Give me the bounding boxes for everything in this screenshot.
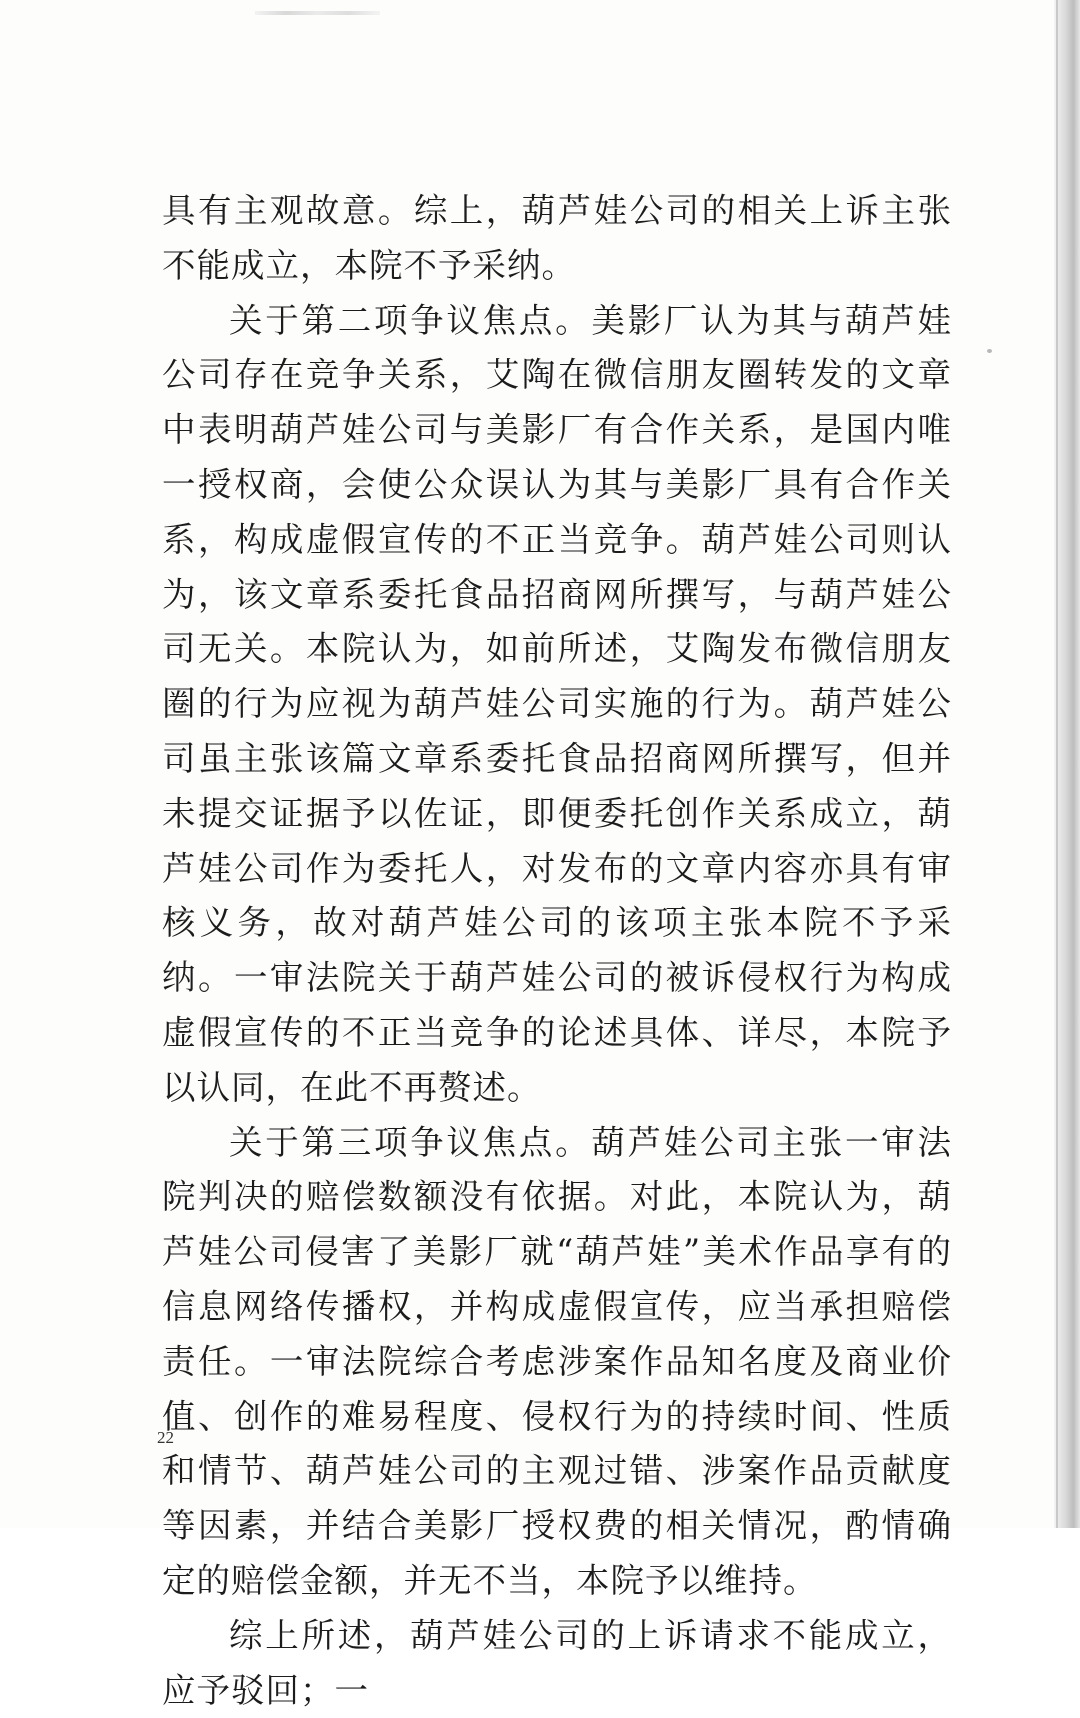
paragraph-second-dispute: 关于第二项争议焦点。美影厂认为其与葫芦娃公司存在竞争关系，艾陶在微信朋友圈转发的文章中表明葫芦娃公司与美影厂有合作关系，是国内唯一授权商，会使公众误认为其与美影厂具有合作关系，构成虚假宣传的不正当竞争。葫芦娃公司则认为，该文章系委托食品招商网所撰写，与葫芦娃公司无关。本院认为，如前所述，艾陶发布微信朋友圈的行为应视为葫芦娃公司实施的行为。葫芦娃公司虽主张该篇文章系委托食品招商网所撰写，但并未提交证据予以佐证，即便委托创作关系成立，葫芦娃公司作为委托人，对发布的文章内容亦具有审核义务，故对葫芦娃公司的该项主张本院不予采纳。一审法院关于葫芦娃公司的被诉侵权行为构成虚假宣传的不正当竞争的论述具体、详尽，本院予以认同，在此不再赘述。: [162, 300, 952, 1107]
page-number: 22: [157, 1428, 174, 1447]
paragraph-third-dispute: 关于第三项争议焦点。葫芦娃公司主张一审法院判决的赔偿数额没有依据。对此，本院认为，葫芦娃公司侵害了美影厂就“葫芦娃”美术作品享有的信息网络传播权，并构成虚假宣传，应当承担赔偿责任。一审法院综合考虑涉案作品知名度及商业价值、创作的难易程度、侵权行为的持续时间、性质和情节、葫芦娃公司的主观过错、涉案作品贡献度等因素，并结合美影厂授权费的相关情况，酌情确定的赔偿金额，并无不当，本院予以维持。: [162, 1122, 952, 1600]
paragraph-conclusion: 综上所述，葫芦娃公司的上诉请求不能成立，应予驳回；一: [162, 1615, 952, 1710]
scan-speck: [987, 349, 992, 353]
paragraph-continuation: 具有主观故意。综上，葫芦娃公司的相关上诉主张不能成立，本院不予采纳。: [162, 191, 952, 285]
scan-edge-line: [1056, 0, 1058, 1528]
scan-smudge: [255, 11, 380, 15]
document-body: [162, 184, 952, 1718]
